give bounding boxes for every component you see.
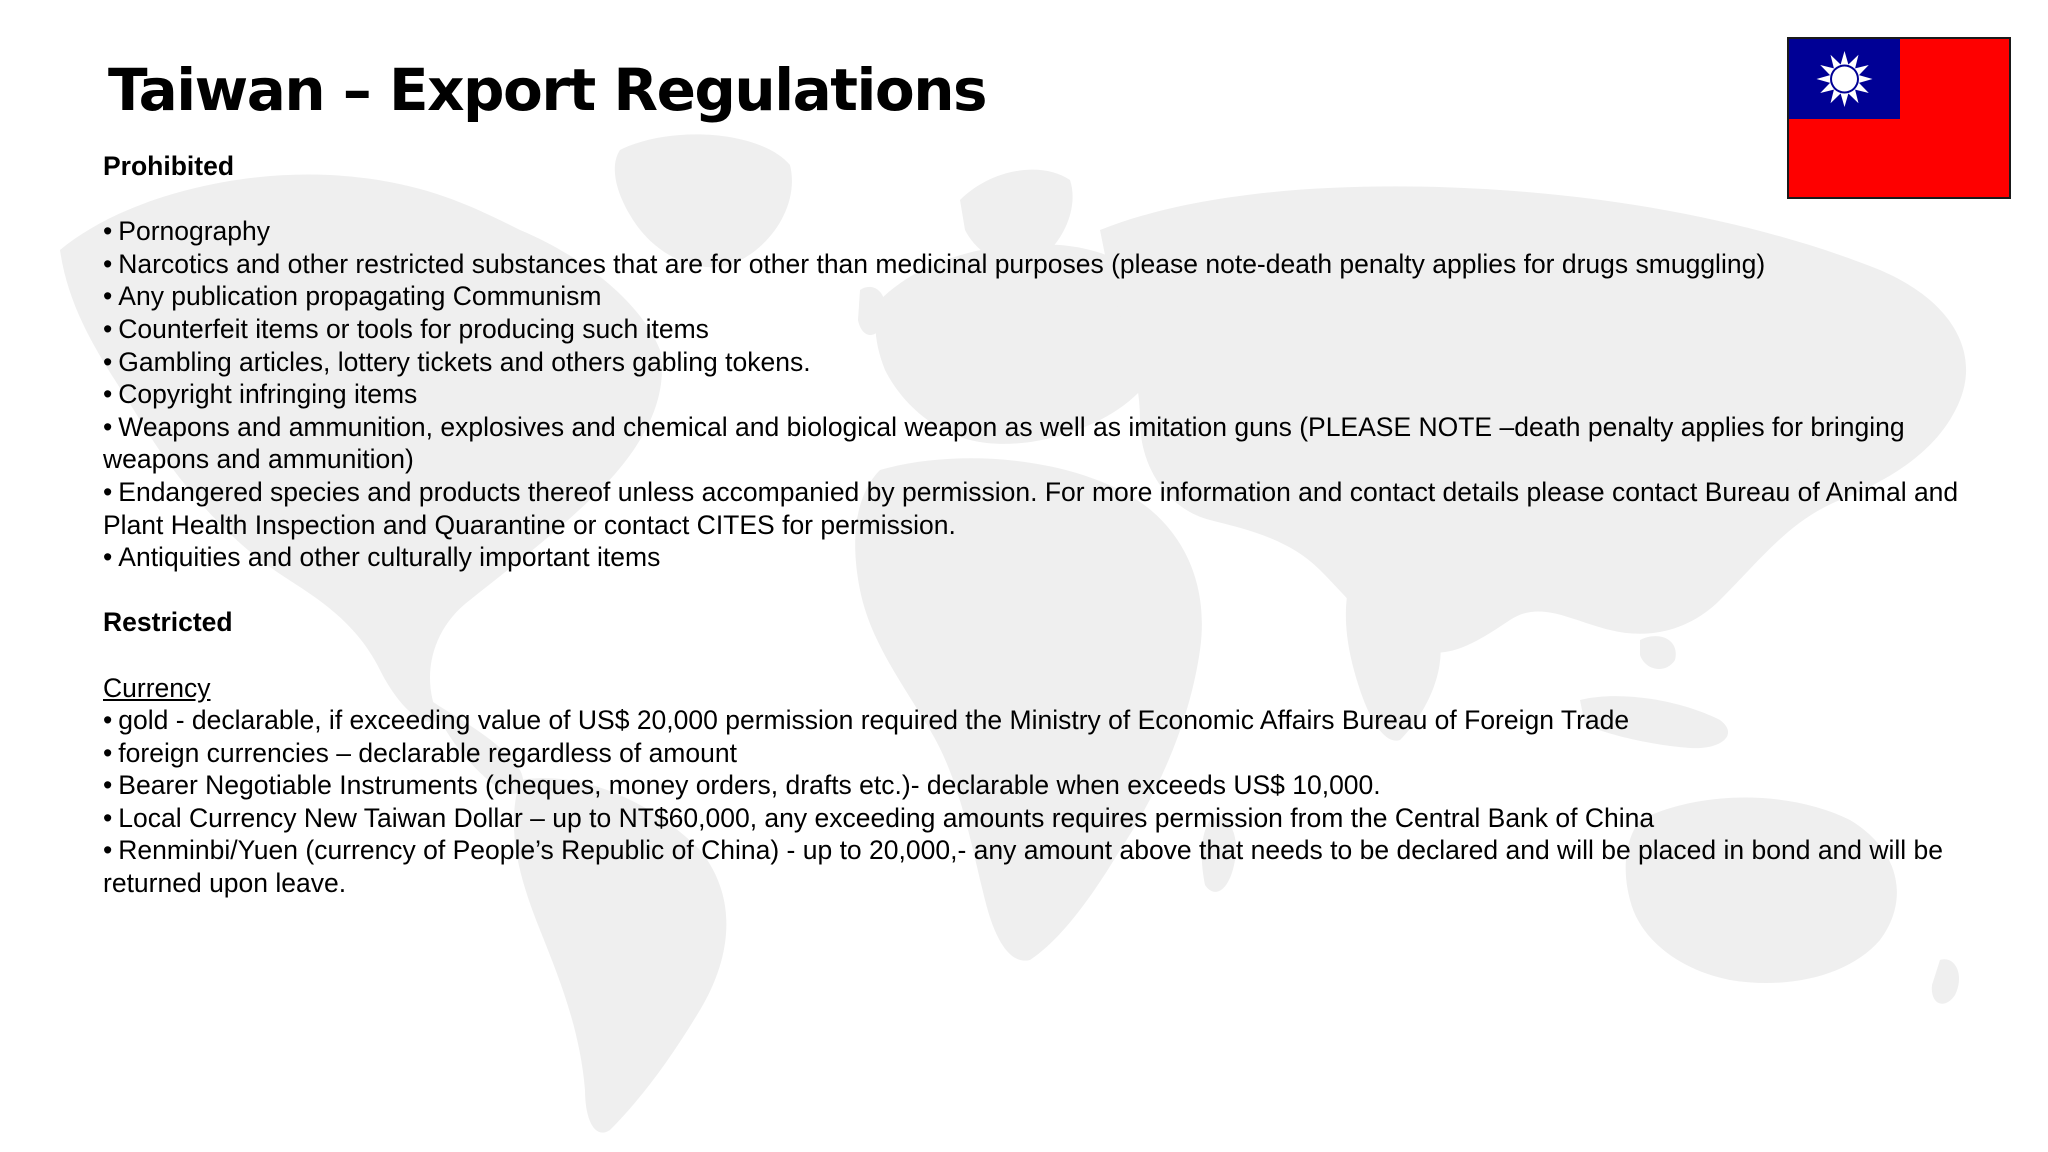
list-item-text: Narcotics and other restricted substances that are for other than medicinal purposes (please note-death penalty applies for drugs smuggling): [118, 248, 1766, 279]
bullet: •: [103, 216, 113, 247]
bullet: •: [103, 379, 113, 410]
list-item-text: Renminbi/Yuen (currency of People’s Republic of China) - up to 20,000,- any amount above that needs to be declared and will be placed in bond and will be returned upon leave.: [103, 835, 1944, 899]
bullet: •: [103, 835, 113, 866]
list-item-text: Bearer Negotiable Instruments (cheques, money orders, drafts etc.)- declarable when exceeds US$ 10,000.: [118, 770, 1381, 801]
list-item: [103, 737, 2003, 770]
list-item-text: foreign currencies – declarable regardless of amount: [118, 737, 737, 768]
list-item-text: Local Currency New Taiwan Dollar – up to NT$60,000, any exceeding amounts requires permission from the Central Bank of China: [118, 802, 1655, 833]
bullet: •: [103, 411, 113, 442]
bullet: •: [103, 705, 113, 736]
restricted-list: [103, 704, 2003, 900]
list-item-text: Endangered species and products thereof unless accompanied by permission. For more information and contact details please contact Bureau of Animal and Plant Health Inspection and Quarantine or contact CITES for permission.: [103, 476, 1959, 540]
spacer: [103, 183, 2003, 216]
list-item: [103, 346, 2003, 379]
list-item-text: Counterfeit items or tools for producing such items: [118, 313, 709, 344]
list-item-text: Gambling articles, lottery tickets and others gabling tokens.: [118, 346, 811, 377]
bullet: •: [103, 248, 113, 279]
list-item: [103, 313, 2003, 346]
bullet: •: [103, 770, 113, 801]
list-item: [103, 541, 2003, 574]
spacer: [103, 574, 2003, 607]
list-item: [103, 769, 2003, 802]
bullet: •: [103, 346, 113, 377]
list-item-text: Pornography: [118, 216, 271, 247]
list-item: [103, 378, 2003, 411]
page-title: Taiwan – Export Regulations: [108, 56, 987, 124]
currency-subheading: Currency: [103, 672, 211, 703]
list-item-text: Any publication propagating Communism: [118, 281, 602, 312]
prohibited-list: [103, 215, 2003, 574]
flag-canton: [1789, 39, 1900, 119]
list-item: [103, 476, 2003, 541]
bullet: •: [103, 313, 113, 344]
sun-icon: [1789, 39, 1900, 119]
spacer: [103, 639, 2003, 672]
regulations-content: [103, 150, 2003, 900]
bullet: •: [103, 476, 113, 507]
list-item: [103, 411, 2003, 476]
list-item: [103, 280, 2003, 313]
list-item: [103, 248, 2003, 281]
bullet: •: [103, 802, 113, 833]
list-item-text: gold - declarable, if exceeding value of US$ 20,000 permission required the Ministry of Economic Affairs Bureau of Foreign Trade: [118, 705, 1630, 736]
bullet: •: [103, 542, 113, 573]
list-item-text: Antiquities and other culturally important items: [118, 542, 661, 573]
prohibited-heading: Prohibited: [103, 151, 235, 181]
list-item-text: Weapons and ammunition, explosives and chemical and biological weapon as well as imitation guns (PLEASE NOTE –death penalty applies for bringing weapons and ammunition): [103, 411, 1905, 475]
list-item: [103, 704, 2003, 737]
restricted-heading: Restricted: [103, 607, 233, 638]
list-item: [103, 802, 2003, 835]
list-item: [103, 834, 2003, 899]
list-item: [103, 215, 2003, 248]
bullet: •: [103, 737, 113, 768]
list-item-text: Copyright infringing items: [118, 379, 418, 410]
bullet: •: [103, 281, 113, 312]
